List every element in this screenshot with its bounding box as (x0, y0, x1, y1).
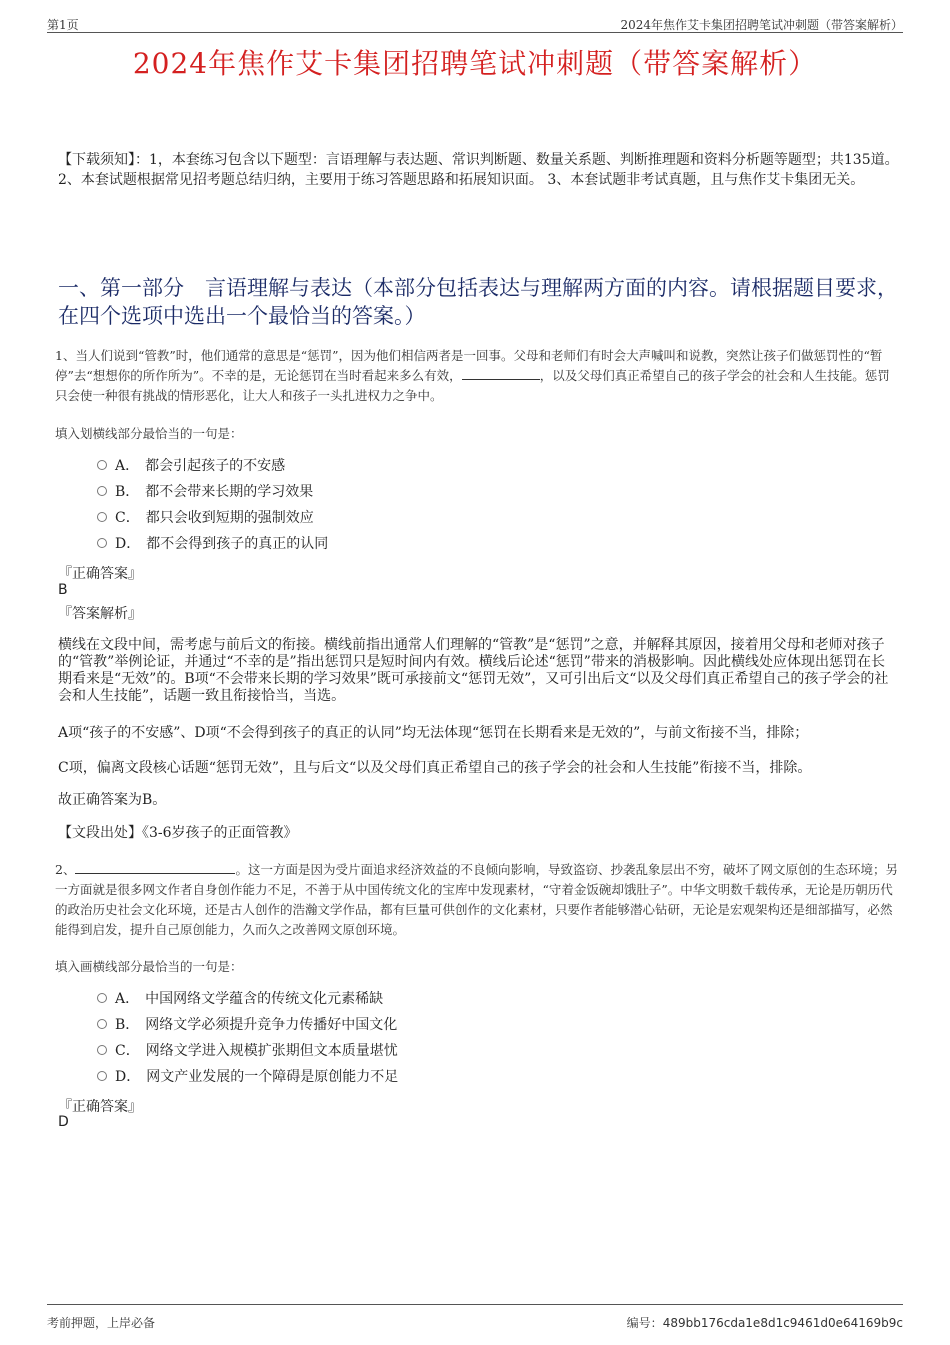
footer-code (627, 1314, 903, 1331)
radio-icon[interactable] (97, 460, 107, 470)
radio-icon[interactable] (97, 538, 107, 548)
download-notice: 【下载须知】：1，本套练习包含以下题型：言语理解与表达题、常识判断题、数量关系题、判断推理题和资料分析题等题型；共135道。 2、本套试题根据常见招考题总结归纳，主要用于练习答题思路和拓展知识面。 3、本套试题非考试真题，且与焦作艾卡集团无关。 (58, 152, 899, 188)
question-1-option-d[interactable]: D． 都不会得到孩子的真正的认同 (97, 531, 328, 557)
question-2-answer: D (58, 1114, 69, 1130)
question-2-answer-label: 『正确答案』 (58, 1099, 142, 1115)
question-1-option-a[interactable]: A． 都会引起孩子的不安感 (97, 453, 328, 479)
section-heading: 一、第一部分 言语理解与表达（本部分包括表达与理解两方面的内容。请根据题目要求，在四个选项中选出一个最恰当的答案。） (58, 276, 898, 328)
document-title: 2024年焦作艾卡集团招聘笔试冲刺题（带答案解析） (132, 47, 818, 80)
radio-icon[interactable] (97, 512, 107, 522)
page-footer (47, 1304, 903, 1335)
radio-icon[interactable] (97, 1071, 107, 1081)
question-2-text (55, 860, 900, 940)
question-1-option-c[interactable]: C． 都只会收到短期的强制效应 (97, 505, 328, 531)
question-2-number: 2、 (55, 862, 76, 877)
question-2-blank (75, 861, 235, 874)
radio-icon[interactable] (97, 1045, 107, 1055)
analysis-paragraph: C项，偏离文段核心话题“惩罚无效”，且与后文“以及父母们真正希望自己的孩子学会的社会和人生技能”衔接不当，排除。 (58, 760, 812, 776)
question-1-options (97, 453, 328, 557)
question-2-option-a[interactable]: A． 中国网络文学蕴含的传统文化元素稀缺 (97, 986, 398, 1012)
radio-icon[interactable] (97, 1019, 107, 1029)
analysis-paragraph: 故正确答案为B。 (58, 792, 167, 808)
question-1-answer: B (58, 582, 68, 598)
page-number: 第1页 (47, 18, 79, 32)
question-2-option-b[interactable]: B． 网络文学必须提升竞争力传播好中国文化 (97, 1012, 398, 1038)
question-1-prompt: 填入划横线部分最恰当的一句是： (55, 426, 243, 441)
radio-icon[interactable] (97, 993, 107, 1003)
question-1-text-after: ，以及父母们真正希望自己的孩子学会的社会和人生技能。惩罚只会使一种很有挑战的情形恶化，让大人和孩子一头扎进权力之争中。 (55, 368, 890, 403)
radio-icon[interactable] (97, 486, 107, 496)
question-1-option-b[interactable]: B． 都不会带来长期的学习效果 (97, 479, 328, 505)
question-2-option-d[interactable]: D． 网文产业发展的一个障碍是原创能力不足 (97, 1064, 398, 1090)
question-2-text-after: 。这一方面是因为受片面追求经济效益的不良倾向影响，导致盗窃、抄袭乱象层出不穷，破坏了网文原创的生态环境；另一方面就是很多网文作者自身创作能力不足，不善于从中国传统文化的宝库中发现素材，“守着金饭碗却饿肚子”。中华文明数千载传承，无论是历朝历代的政治历史社会文化环境，还是古人创作的浩瀚文学作品，都有巨量可供创作的文化素材，只要作者能够潜心钻研，无论是宏观架构还是细部描写，必然能得到启发，提升自己原创能力，久而久之改善网文原创环境。 (55, 862, 898, 937)
header-doc-title: 2024年焦作艾卡集团招聘笔试冲刺题（带答案解析） (620, 18, 903, 32)
analysis-paragraph: 横线在文段中间，需考虑与前后文的衔接。横线前指出通常人们理解的“管教”是“惩罚”之意，并解释其原因，接着用父母和老师对孩子的“管教”举例论证，并通过“不幸的是”指出惩罚只是短时间内有效。横线后论述“惩罚”带来的消极影响。因此横线处应体现出惩罚在长期看来是“无效”的。B项“不会带来长期的学习效果”既可承接前文“惩罚无效”，又可引出后文“以及父母们真正希望自己的孩子学会的社会和人生技能”，话题一致且衔接恰当，当选。 (58, 637, 889, 704)
question-1-blank (462, 367, 540, 380)
question-1-text-before: 1、当人们说到“管教”时，他们通常的意思是“惩罚”，因为他们相信两者是一回事。父母和老师们有时会大声喊叫和说教，突然让孩子们做惩罚性的“暂停”去“想想你的所作所为”。不幸的是，无论惩罚在当时看起来多么有效， (55, 348, 883, 383)
footer-code-value: 489bb176cda1e8d1c9461d0e64169b9c (662, 1316, 903, 1330)
analysis-paragraph: A项“孩子的不安感”、D项“不会得到孩子的真正的认同”均无法体现“惩罚在长期看来是无效的”，与前文衔接不当，排除； (58, 725, 809, 741)
question-1-answer-label: 『正确答案』 (58, 566, 142, 582)
footer-slogan: 考前押题，上岸必备 (47, 1316, 156, 1330)
source-citation: 【文段出处】《3-6岁孩子的正面管教》 (58, 825, 298, 841)
question-2-options (97, 986, 398, 1090)
question-2-prompt: 填入画横线部分最恰当的一句是： (55, 959, 243, 974)
question-1-text (55, 346, 900, 406)
page-header (47, 14, 903, 33)
footer-code-label: 编号： (626, 1316, 663, 1330)
question-1-analysis-label: 『答案解析』 (58, 606, 142, 622)
question-2-option-c[interactable]: C． 网络文学进入规模扩张期但文本质量堪忧 (97, 1038, 398, 1064)
